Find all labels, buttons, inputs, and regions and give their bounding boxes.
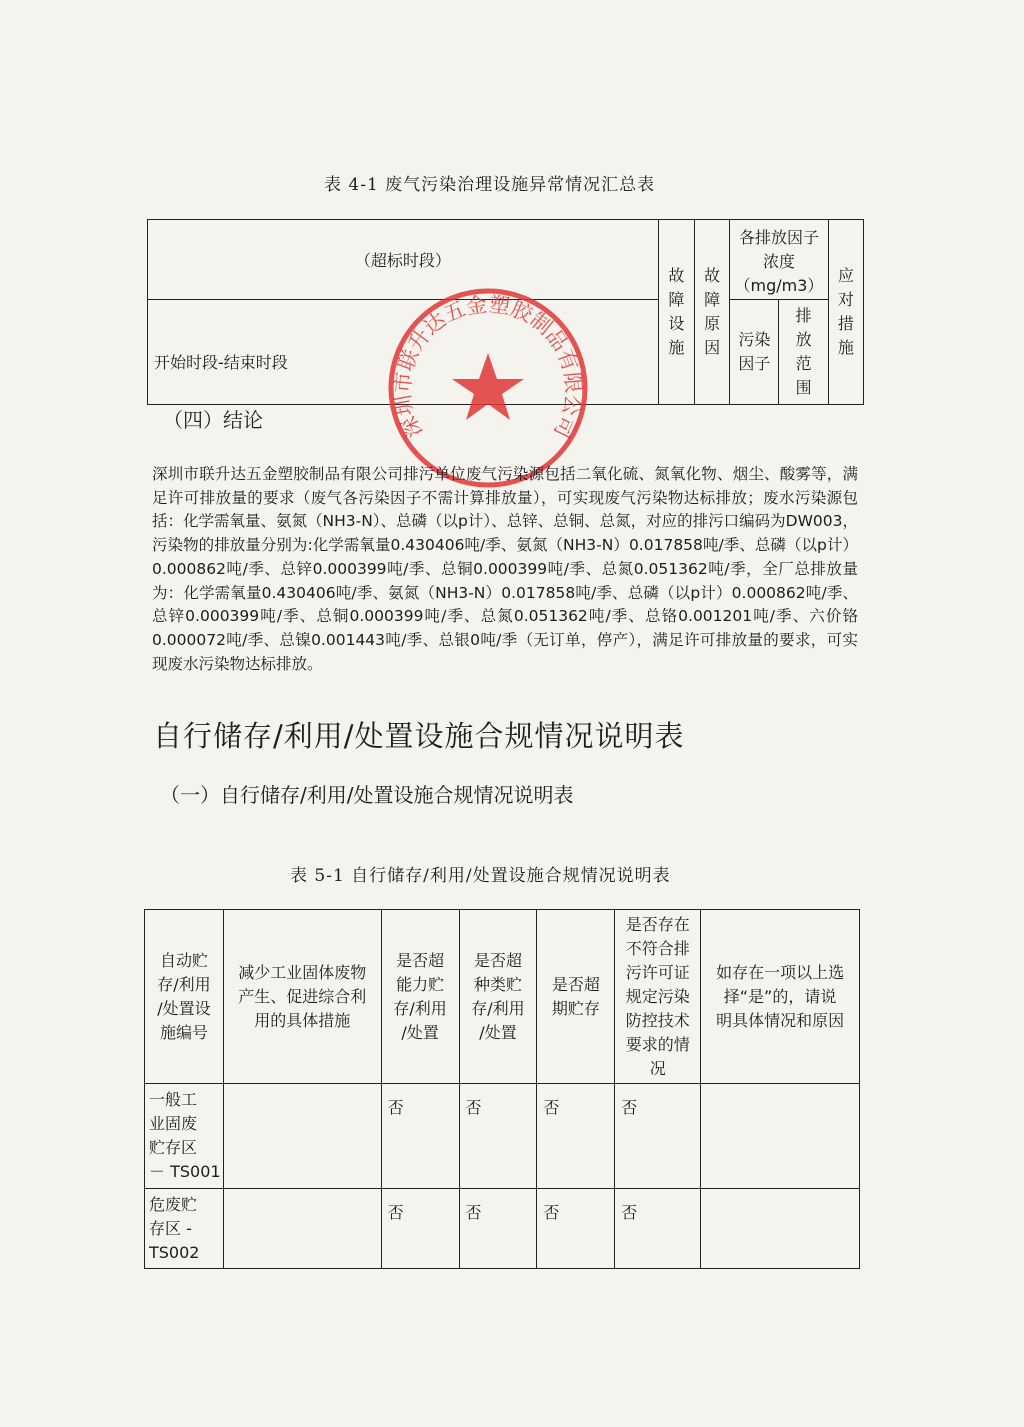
over-capacity-cell: 否 (381, 1084, 459, 1189)
noncompliance-cell: 否 (615, 1084, 701, 1189)
main-heading: 自行储存/利用/处置设施合规情况说明表 (153, 719, 685, 753)
overdue-cell: 否 (537, 1189, 615, 1269)
header-reduction-measures: 减少工业固体废物 产生、促进综合利 用的具体措施 (223, 910, 381, 1084)
header-noncompliance: 是否存在 不符合排 污许可证 规定污染 防控技术 要求的情 况 (615, 910, 701, 1084)
header-start-end: 开始时段-结束时段 (148, 300, 659, 405)
header-pollutant: 污染 因子 (730, 300, 779, 405)
header-over-capacity: 是否超 能力贮 存/利用 /处置 (381, 910, 459, 1084)
header-overdue-storage: 是否超 期贮存 (537, 910, 615, 1084)
facility-id-cell: 一般工 业固废 贮存区 － TS001 (145, 1084, 224, 1189)
header-explanation: 如存在一项以上选 择“是”的，请说 明具体情况和原因 (701, 910, 860, 1084)
conclusion-paragraph: 深圳市联升达五金塑胶制品有限公司排污单位废气污染源包括二氧化硫、氮氧化物、烟尘、酸雾等，满足许可排放量的要求（废气各污染因子不需计算排放量），可实现废气污染物达标排放；废水污染源包括：化学需氧量、氨氮（NH3-N）、总磷（以p计）、总锌、总铜、总氮，对应的排污口编码为DW003，污染物的排放量分别为:化学需氧量0.430406吨/季、氨氮（NH3-N）0.017858吨/季、总磷（以p计）0.000862吨/季、总锌0.000399吨/季、总铜0.000399吨/季、总氮0.051362吨/季，全厂总排放量为：化学需氧量0.430406吨/季、氨氮（NH3-N）0.017858吨/季、总磷（以p计）0.000862吨/季、总锌0.000399吨/季、总铜0.000399吨/季、总氮0.051362吨/季、总铬0.001201吨/季、六价铬0.000072吨/季、总镍0.001443吨/季、总银0吨/季（无订单，停产），满足许可排放量的要求，可实现废水污染物达标排放。 (152, 465, 858, 673)
header-period: （超标时段） (148, 220, 659, 300)
noncompliance-cell: 否 (615, 1189, 701, 1269)
table-row (145, 1189, 860, 1269)
sub-heading: （一）自行储存/利用/处置设施合规情况说明表 (160, 783, 574, 807)
measures-cell (223, 1084, 381, 1189)
over-capacity-cell: 否 (381, 1189, 459, 1269)
explanation-cell (701, 1084, 860, 1189)
section4-title: （四）结论 (163, 408, 263, 432)
measures-cell (223, 1189, 381, 1269)
header-fault-facility: 故 障 设 施 (658, 220, 694, 405)
header-over-type: 是否超 种类贮 存/利用 /处置 (459, 910, 537, 1084)
facility-id-cell: 危废贮 存区 - TS002 (145, 1189, 224, 1269)
over-type-cell: 否 (459, 1189, 537, 1269)
header-range: 排 放 范 围 (779, 300, 828, 405)
over-type-cell: 否 (459, 1084, 537, 1189)
header-facility-id: 自动贮 存/利用 /处置设 施编号 (145, 910, 224, 1084)
header-fault-cause: 故 障 原 因 (695, 220, 730, 405)
table4-caption: 表 4-1 废气污染治理设施异常情况汇总表 (324, 175, 656, 195)
company-seal-stamp (383, 283, 593, 493)
svg-text:深圳市联升达五金塑胶制品有限公司: 深圳市联升达五金塑胶制品有限公司 (390, 292, 586, 442)
header-concentration: 各排放因子 浓度 （mg/m3） (730, 220, 829, 300)
table5-caption: 表 5-1 自行储存/利用/处置设施合规情况说明表 (290, 866, 671, 886)
explanation-cell (701, 1189, 860, 1269)
table-row (145, 1084, 860, 1189)
overdue-cell: 否 (537, 1084, 615, 1189)
header-measures: 应 对 措 施 (828, 220, 863, 405)
table5-facility-compliance (144, 909, 860, 1269)
